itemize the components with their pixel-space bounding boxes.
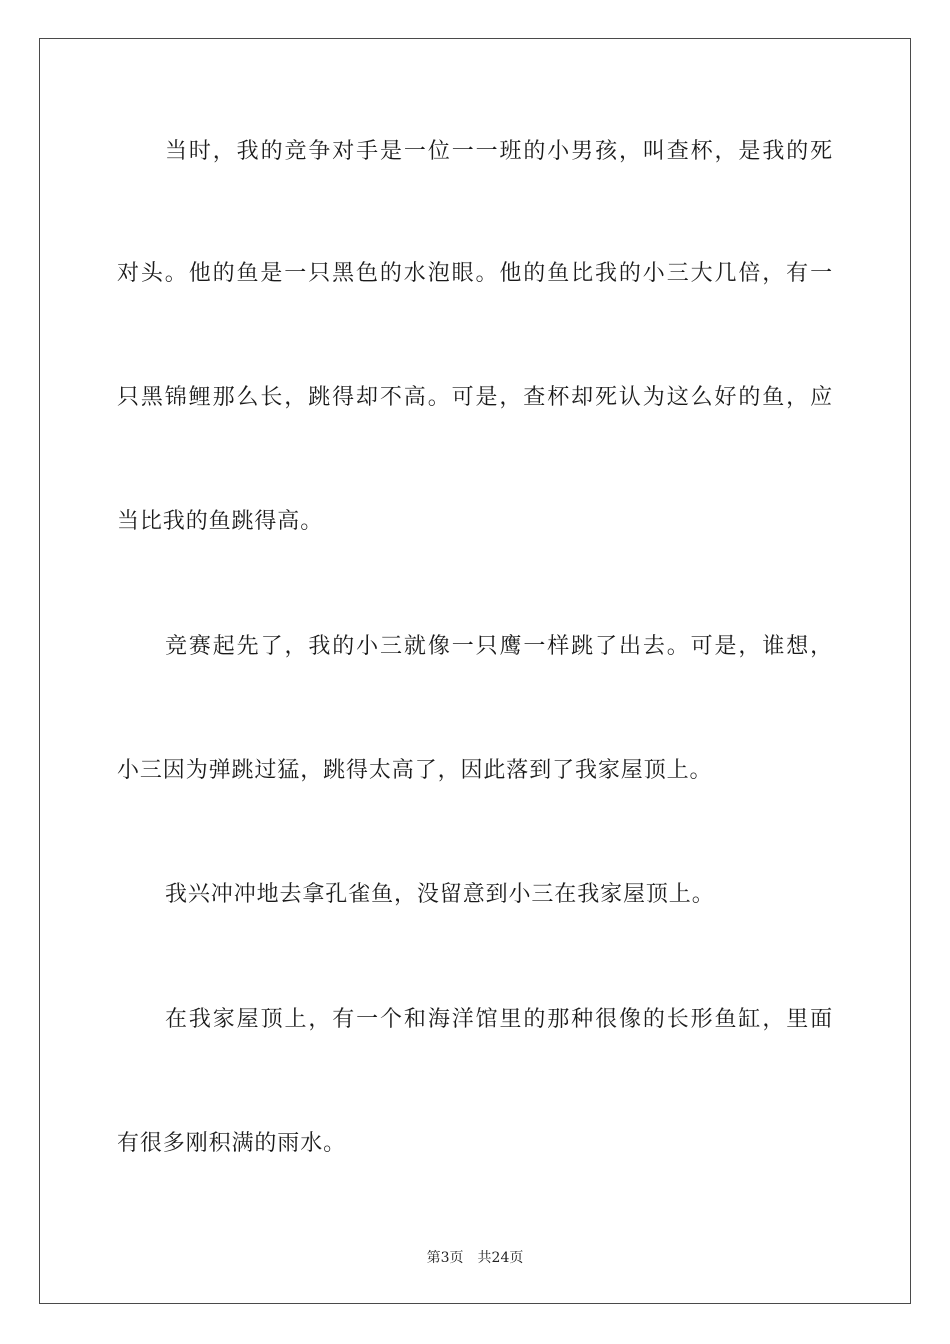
text-line: 当比我的鱼跳得高。	[117, 509, 324, 534]
page-footer	[0, 1247, 950, 1267]
text-line: 对头。他的鱼是一只黑色的水泡眼。他的鱼比我的小三大几倍，有一	[117, 261, 833, 286]
page-total: 共24页	[477, 1250, 524, 1266]
text-line: 当时，我的竞争对手是一位一一班的小男孩，叫查杯，是我的死	[165, 139, 833, 164]
text-line: 我兴冲冲地去拿孔雀鱼，没留意到小三在我家屋顶上。	[165, 882, 715, 907]
page-frame	[39, 38, 911, 1304]
text-line: 小三因为弹跳过猛，跳得太高了，因此落到了我家屋顶上。	[117, 758, 713, 783]
text-line: 有很多刚积满的雨水。	[117, 1131, 347, 1156]
text-line: 只黑锦鲤那么长，跳得却不高。可是，查杯却死认为这么好的鱼，应	[117, 385, 833, 410]
text-line: 竞赛起先了，我的小三就像一只鹰一样跳了出去。可是，谁想，	[165, 634, 833, 659]
page-number: 第3页	[426, 1250, 464, 1266]
text-line: 在我家屋顶上，有一个和海洋馆里的那种很像的长形鱼缸，里面	[165, 1007, 833, 1032]
